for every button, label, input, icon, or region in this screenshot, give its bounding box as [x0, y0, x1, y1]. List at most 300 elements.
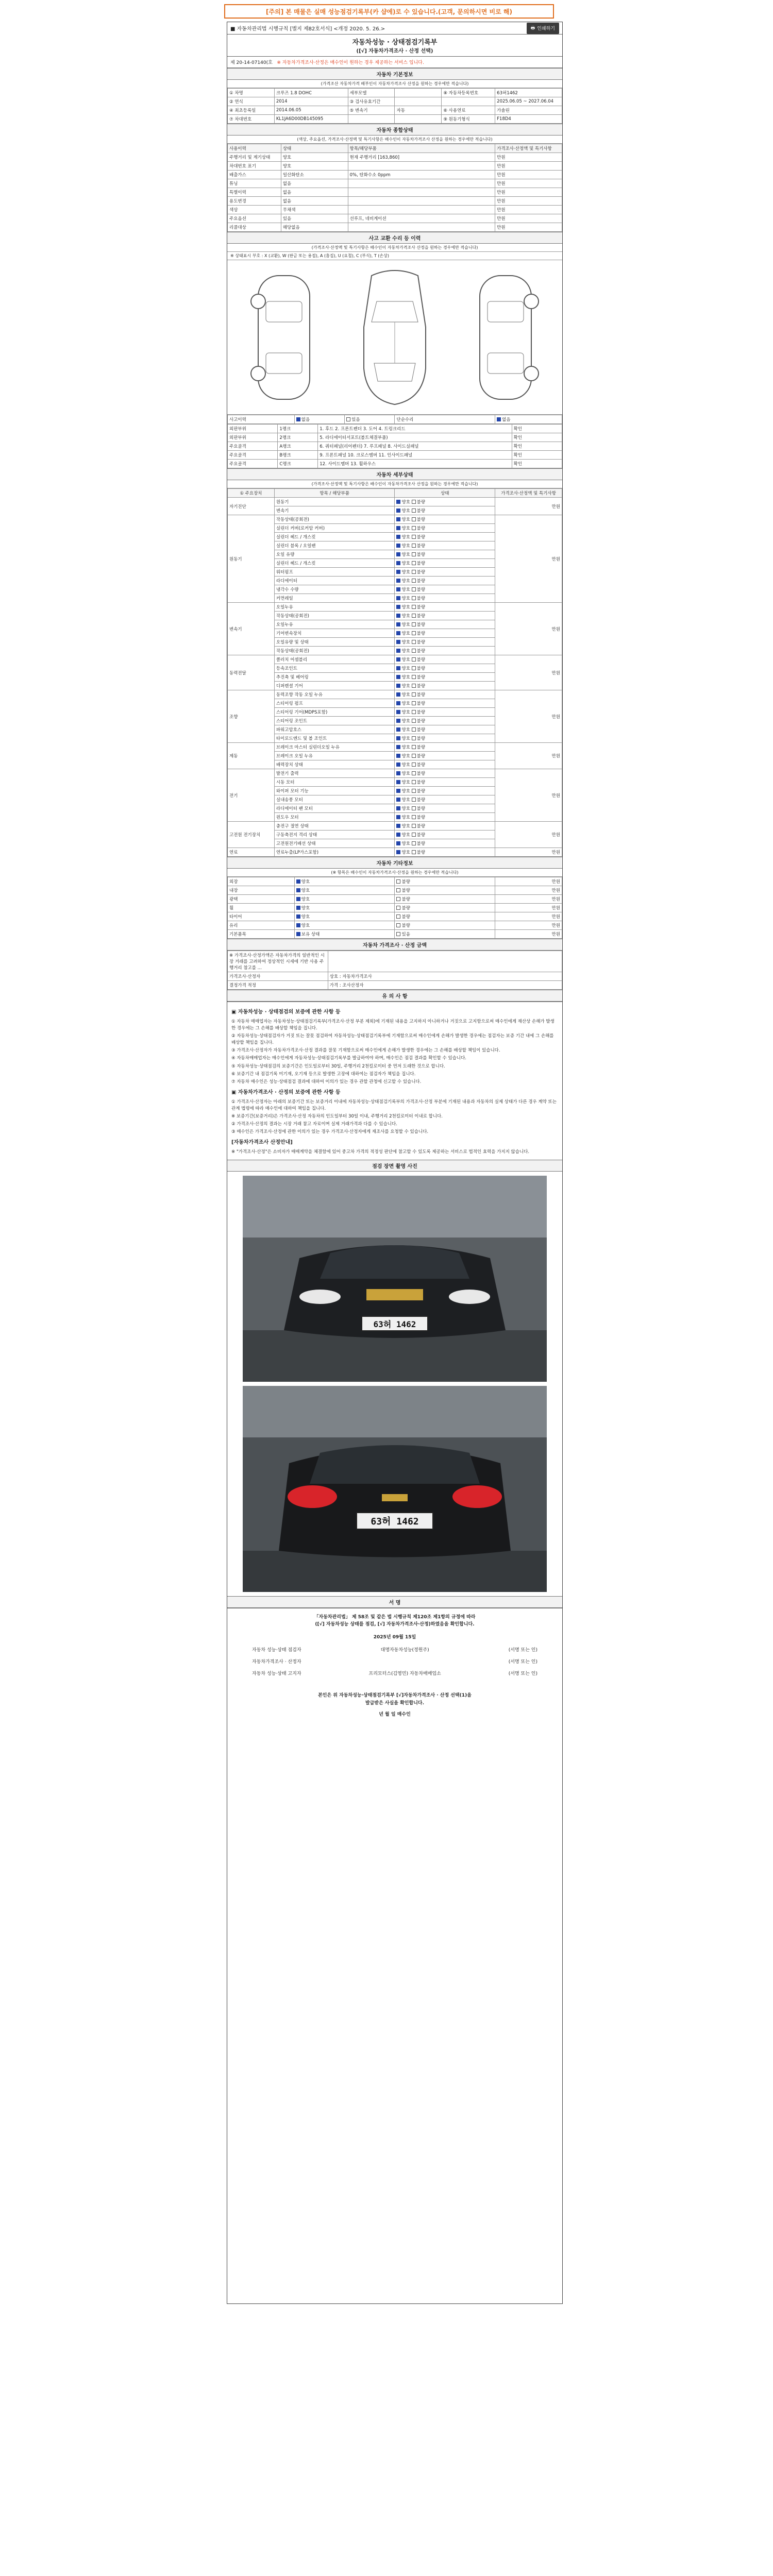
- basic-info-row-cell: ③ 검사유효기간: [348, 97, 395, 106]
- detail-item: 충전구 절연 상태: [274, 822, 395, 831]
- options-price: 만원: [495, 886, 562, 895]
- good-checkbox: [396, 727, 400, 732]
- bad-checkbox: [412, 535, 416, 539]
- options-label: 기본품목: [228, 930, 295, 939]
- status-row-cell: 가격조사·산정액 및 특기사항: [495, 144, 562, 153]
- status-row-cell: 만원: [495, 197, 562, 206]
- accident-part-row-cell: 9. 프론트패널 10. 크로스멤버 11. 인사이드패널: [318, 451, 512, 460]
- basic-info-row-cell: [442, 97, 495, 106]
- detail-status: 양호 불량: [395, 717, 495, 725]
- bad-checkbox: [412, 719, 416, 723]
- detail-price: 만원: [495, 822, 562, 848]
- detail-group: 고전원 전기장치: [228, 822, 275, 848]
- bad-checkbox: [412, 570, 416, 574]
- detail-status: 양호 불량: [395, 533, 495, 541]
- price-table: [227, 951, 562, 990]
- detail-row: [228, 603, 562, 612]
- detail-status: 양호 불량: [395, 585, 495, 594]
- price-row: [228, 972, 562, 981]
- detail-title: 자동차 세부상태: [227, 468, 562, 480]
- basic-info-row-cell: [395, 115, 442, 124]
- detail-status: 양호 불량: [395, 813, 495, 822]
- detail-item: 실린더 블록 / 오일팬: [274, 541, 395, 550]
- detail-row: [228, 498, 562, 506]
- photo-rear: [243, 1386, 547, 1592]
- detail-table: [227, 488, 562, 857]
- detail-status: 양호 불량: [395, 498, 495, 506]
- detail-status: 양호 불량: [395, 524, 495, 533]
- detail-item: 브레이크 오일 누유: [274, 752, 395, 760]
- price-row-cell: [328, 951, 562, 972]
- accident-part-row-cell: 주요골격: [228, 460, 278, 468]
- detail-item: 추진축 및 베어링: [274, 673, 395, 682]
- signature-section: [227, 1608, 562, 1723]
- basic-info-row-cell: ⑦ 차대번호: [228, 115, 275, 124]
- status-row-cell: [348, 188, 495, 197]
- sign-role-cell: 자동차 성능·상태 고지자: [252, 1671, 301, 1677]
- detail-price: 만원: [495, 515, 562, 603]
- status-row-cell: 만원: [495, 153, 562, 162]
- detail-item: 등속조인트: [274, 664, 395, 673]
- detail-row: [228, 743, 562, 752]
- detail-status: 양호 불량: [395, 699, 495, 708]
- options-bad: 있음: [395, 930, 495, 939]
- status-row-cell: 무채색: [281, 206, 348, 214]
- bad-checkbox: [412, 701, 416, 705]
- good-checkbox: [396, 579, 400, 583]
- good-checkbox: [396, 561, 400, 565]
- good-checkbox: [396, 701, 400, 705]
- status-row-cell: 만원: [495, 188, 562, 197]
- detail-status: 양호 불량: [395, 655, 495, 664]
- bad-checkbox: [412, 517, 416, 521]
- detail-item: 디퍼렌셜 기어: [274, 682, 395, 690]
- detail-item: 오일 유량: [274, 550, 395, 559]
- good-checkbox: [396, 719, 400, 723]
- detail-status: 양호 불량: [395, 831, 495, 839]
- bad-checkbox: [412, 605, 416, 609]
- notice-para-3: ※ "가격조사·산정"은 소비자가 매매계약을 체결함에 있어 중고차 가격의 적정성 판단에 참고할 수 있도록 제공하는 서비스로 법적인 효력을 가지지 않습니다.: [231, 1149, 530, 1155]
- status-row-cell: 배출가스: [228, 171, 281, 179]
- accident-part-row-cell: C랭크: [278, 460, 318, 468]
- options-bad: 불량: [395, 921, 495, 930]
- good-checkbox: [396, 587, 400, 591]
- detail-price: 만원: [495, 743, 562, 769]
- good-checkbox: [396, 614, 400, 618]
- accident-title: 사고 교환 수리 등 이력: [227, 232, 562, 244]
- price-row-cell: 상호 : 자동차가격조사: [328, 972, 562, 981]
- status-row: [228, 153, 562, 162]
- basic-info-row-cell: ② 연식: [228, 97, 275, 106]
- detail-item: 시동 모터: [274, 778, 395, 787]
- accident-part-row-cell: 주요골격: [228, 451, 278, 460]
- options-row: [228, 930, 562, 939]
- good-checkbox: [396, 552, 400, 556]
- good-checkbox: [396, 605, 400, 609]
- sign-title: 서 명: [227, 1596, 562, 1608]
- buyer-confirmation: 본인은 위 자동차성능·상태점검기록부 [√]자동차가격조사 · 산정 선택(1)을 발급받은 사실을 확인합니다. 년 월 일 매수인: [318, 1693, 472, 1718]
- detail-group: 동력전달: [228, 655, 275, 690]
- bad-checkbox: [412, 771, 416, 775]
- bad-checkbox: [412, 666, 416, 670]
- detail-row: [228, 848, 562, 857]
- no-accident-checkbox: [296, 417, 300, 421]
- main-title: 자동차성능 · 상태점검기록부: [352, 39, 438, 46]
- accident-summary: 사고이력 없음 있음 단순수리 없음: [227, 415, 562, 424]
- good-checkbox: [396, 692, 400, 697]
- sign-role-cell[interactable]: (서명 또는 인): [508, 1671, 537, 1677]
- notice-paragraph: ③ 가격조사·산정자가 자동차가격조사·산정 결과를 잘못 기재함으로써 매수인에게 손해가 발생한 경우에는 그 손해를 배상할 책임이 있습니다.: [231, 1048, 500, 1054]
- status-row: [228, 197, 562, 206]
- detail-status: 양호 불량: [395, 629, 495, 638]
- detail-item: 커먼레일: [274, 594, 395, 603]
- good-checkbox: [396, 526, 400, 530]
- detail-group: 원동기: [228, 515, 275, 603]
- good-checkbox: [396, 710, 400, 714]
- detail-status: 양호 불량: [395, 568, 495, 577]
- detail-status: 양호 불량: [395, 743, 495, 752]
- status-row-cell: [348, 206, 495, 214]
- good-checkbox: [396, 675, 400, 679]
- detail-price: 만원: [495, 690, 562, 743]
- bad-checkbox: [412, 596, 416, 600]
- good-checkbox: [396, 833, 400, 837]
- detail-item: 발전기 출력: [274, 769, 395, 778]
- status-row: [228, 206, 562, 214]
- detail-status: 양호 불량: [395, 839, 495, 848]
- status-row-cell: 만원: [495, 223, 562, 232]
- sign-role-row: [252, 1670, 537, 1676]
- accident-part-row-cell: B랭크: [278, 451, 318, 460]
- detail-status: 양호 불량: [395, 804, 495, 813]
- good-checkbox: [396, 666, 400, 670]
- options-price: 만원: [495, 904, 562, 912]
- bad-checkbox: [412, 727, 416, 732]
- bad-checkbox: [412, 815, 416, 819]
- good-checkbox: [396, 815, 400, 819]
- detail-row: [228, 690, 562, 699]
- bad-checkbox: [412, 833, 416, 837]
- good-checkbox: [396, 850, 400, 854]
- detail-item: 기어변속장치: [274, 629, 395, 638]
- car-diagram: [227, 260, 562, 415]
- detail-price: 만원: [495, 498, 562, 515]
- detail-status: 양호 불량: [395, 673, 495, 682]
- sign-role-cell: 대명자동차성능(정원주): [380, 1648, 429, 1653]
- options-bad: 불량: [395, 877, 495, 886]
- detail-group: 연료: [228, 848, 275, 857]
- basic-info-row-cell: 2014: [274, 97, 348, 106]
- options-label: 휠: [228, 904, 295, 912]
- detail-group: 조향: [228, 690, 275, 743]
- status-row-cell: 선루프, 네비게이션: [348, 214, 495, 223]
- options-title: 자동차 기타정보: [227, 857, 562, 869]
- detail-item: 와이퍼 모터 기능: [274, 787, 395, 795]
- basic-info-row-cell: 세부모델: [348, 89, 395, 97]
- good-checkbox: [396, 806, 400, 810]
- bad-checkbox: [412, 544, 416, 548]
- detail-item: 라디에이터 팬 모터: [274, 804, 395, 813]
- options-good: 양호: [294, 886, 395, 895]
- detail-item: 고전원전기배선 상태: [274, 839, 395, 848]
- detail-item: 작동상태(공회전): [274, 515, 395, 524]
- detail-status: 양호 불량: [395, 620, 495, 629]
- good-checkbox: [396, 745, 400, 749]
- options-bad: 불량: [395, 886, 495, 895]
- basic-info-row-cell: ⑨ 원동기형식: [442, 115, 495, 124]
- car-front-photo: [243, 1176, 547, 1382]
- bad-checkbox: [412, 579, 416, 583]
- accident-part-row-cell: 1랭크: [278, 425, 318, 433]
- options-good: 보유 상태: [294, 930, 395, 939]
- bad-checkbox: [412, 736, 416, 740]
- detail-header-cell: ① 주요장치: [228, 489, 275, 498]
- accident-part-row-cell: 외판부위: [228, 433, 278, 442]
- bad-checkbox: [412, 824, 416, 828]
- accident-subtitle: (가격조사·산정액 및 특기사항은 배수인이 자동차가격조사 산정을 원하는 경우에만 적습니다): [227, 244, 562, 252]
- status-row-cell: 특별이력: [228, 188, 281, 197]
- detail-status: 양호 불량: [395, 822, 495, 831]
- detail-row: [228, 515, 562, 524]
- bad-checkbox: [412, 798, 416, 802]
- status-row-cell: 용도변경: [228, 197, 281, 206]
- notice-heading-1: ▣ 자동차성능 · 상태점검의 보증에 관한 사항 등: [231, 1009, 341, 1015]
- detail-header-cell: 상태: [395, 489, 495, 498]
- basic-info-row-cell: KL1JA6D00DB145095: [274, 115, 348, 124]
- good-checkbox: [396, 754, 400, 758]
- bad-checkbox: [412, 850, 416, 854]
- status-row-cell: 없음: [281, 197, 348, 206]
- good-checkbox: [396, 771, 400, 775]
- print-button[interactable]: 🖶 인쇄하기: [527, 23, 559, 34]
- good-checkbox: [396, 544, 400, 548]
- good-checkbox: [396, 500, 400, 504]
- car-top-view: [346, 265, 444, 410]
- basic-info-row-cell: ① 차명: [228, 89, 275, 97]
- accident-check-cell: 확인: [512, 451, 562, 460]
- good-checkbox: [396, 824, 400, 828]
- basic-info-row-cell: 2025.06.05 ~ 2027.06.04: [495, 97, 562, 106]
- good-checkbox: [396, 657, 400, 662]
- form-reference: ■ 자동차관리법 시행규칙 [별지 제82호서식] <개정 2020. 5. 26.>: [230, 26, 385, 32]
- good-checkbox: [396, 596, 400, 600]
- options-row: [228, 895, 562, 904]
- accident-part-row: [228, 425, 562, 433]
- status-row: [228, 188, 562, 197]
- accident-part-row-cell: A랭크: [278, 442, 318, 451]
- options-row: [228, 886, 562, 895]
- basic-info-row-cell: ⑧ 자동차등록번호: [442, 89, 495, 97]
- basic-info-row-cell: ④ 최초등록일: [228, 106, 275, 115]
- bad-checkbox: [412, 762, 416, 767]
- detail-item: 원동기: [274, 498, 395, 506]
- sub-title: ([√] 자동차가격조사 · 산정 선택): [356, 48, 433, 54]
- price-row-cell: 가격조사·산정자: [228, 972, 328, 981]
- good-checkbox: [396, 622, 400, 626]
- detail-row: [228, 822, 562, 831]
- accident-part-row-cell: 1. 후드 2. 프론트펜더 3. 도어 4. 트렁크리드: [318, 425, 512, 433]
- status-row: [228, 144, 562, 153]
- status-row-cell: 없음: [281, 179, 348, 188]
- sign-statement: 「자동차관리법」 제 58조 및 같은 법 시행규칙 제120조 제1항의 규정에 따라 ([√] 자동차성능 상태를 점검, [√] 자동차가격조사·산정)하였음을 확인합니다. 2025년 09월 15일: [231, 1614, 558, 1641]
- status-row-cell: 만원: [495, 214, 562, 223]
- options-price: 만원: [495, 930, 562, 939]
- bad-checkbox: [412, 789, 416, 793]
- good-checkbox: [396, 517, 400, 521]
- accident-legend: ※ 상태표시 부호 : X (교환), W (판금 또는 용접), A (흠집), U (요철), C (부식), T (손상): [227, 252, 562, 260]
- detail-status: 양호 불량: [395, 638, 495, 647]
- options-price: 만원: [495, 877, 562, 886]
- price-row-cell: 가격 : 조사산정자: [328, 981, 562, 990]
- status-row-cell: 리콜대상: [228, 223, 281, 232]
- notice-heading-2: ▣ 자동차가격조사 · 산정의 보증에 관한 사항 등: [231, 1090, 341, 1096]
- bad-checkbox: [412, 841, 416, 845]
- photos-title: 점검 장면 촬영 사진: [227, 1160, 562, 1172]
- options-label: 내장: [228, 886, 295, 895]
- good-checkbox: [396, 789, 400, 793]
- status-row: [228, 179, 562, 188]
- detail-item: 클러치 어셈블리: [274, 655, 395, 664]
- sign-role-cell: 자동차 성능·상태 점검자: [252, 1648, 301, 1653]
- accident-part-row-cell: 외판부위: [228, 425, 278, 433]
- detail-status: 양호 불량: [395, 734, 495, 743]
- sign-role-cell[interactable]: (서명 또는 인): [508, 1659, 537, 1665]
- status-row-cell: 해당없음: [281, 223, 348, 232]
- basic-info-table: [227, 88, 562, 124]
- status-row-cell: 색상: [228, 206, 281, 214]
- price-row-cell: 결정가격 적정: [228, 981, 328, 990]
- detail-item: 파워고압호스: [274, 725, 395, 734]
- detail-status: 양호 불량: [395, 506, 495, 515]
- detail-item: 오일유량 및 상태: [274, 638, 395, 647]
- sign-role-cell[interactable]: (서명 또는 인): [508, 1648, 537, 1653]
- basic-info-row-cell: 63허1462: [495, 89, 562, 97]
- accident-part-row-cell: 주요골격: [228, 442, 278, 451]
- notice-paragraph: ③ 매수인은 가격조사·산정에 관한 이의가 있는 경우 가격조사·산정자에게 재조사를 요청할 수 있습니다.: [231, 1129, 429, 1135]
- price-row-cell: ※ 가격조사·산정가액은 자동차가격의 일반적인 시장 거래를 고려하여 정상적인 시세에 기반 사용 주행거리 참고를 ...: [228, 951, 328, 972]
- detail-item: 작동상태(공회전): [274, 647, 395, 655]
- status-row-cell: 상태: [281, 144, 348, 153]
- bad-checkbox: [412, 754, 416, 758]
- options-label: 외장: [228, 877, 295, 886]
- good-checkbox: [396, 570, 400, 574]
- notice-paragraph: ※ 보증기간(보증거리)은 가격조사·산정 자동차의 인도일부터 30일 이내, 주행거리 2천킬로미터 이내로 합니다.: [231, 1113, 443, 1119]
- sign-role-row: [252, 1658, 537, 1665]
- bad-checkbox: [412, 552, 416, 556]
- bad-checkbox: [412, 526, 416, 530]
- basic-info-row-cell: 크루즈 1.8 DOHC: [274, 89, 348, 97]
- status-row-cell: 양호: [281, 162, 348, 171]
- basic-info-row: [228, 97, 562, 106]
- detail-item: 실내송풍 모터: [274, 795, 395, 804]
- basic-info-row-cell: [348, 115, 395, 124]
- options-good: 양호: [294, 877, 395, 886]
- options-label: 광택: [228, 895, 295, 904]
- price-row: [228, 981, 562, 990]
- accident-check-cell: 확인: [512, 442, 562, 451]
- options-good: 양호: [294, 895, 395, 904]
- detail-row: [228, 655, 562, 664]
- detail-header-cell: 가격조사·산정액 및 특기사항: [495, 489, 562, 498]
- photo-front: [243, 1176, 547, 1382]
- front-plate: 63허 1462: [361, 1316, 428, 1331]
- options-good: 양호: [294, 904, 395, 912]
- status-row-cell: 0%, 탄화수소 0ppm: [348, 171, 495, 179]
- bad-checkbox: [412, 631, 416, 635]
- bad-checkbox: [412, 675, 416, 679]
- notice-paragraph: ④ 자동차매매업자는 매수인에게 자동차성능·상태점검기록부를 발급하여야 하며, 매수인은 점검 결과를 확인할 수 있습니다.: [231, 1056, 467, 1061]
- options-bad: 불량: [395, 895, 495, 904]
- basic-info-row-cell: 자동: [395, 106, 442, 115]
- status-row-cell: 튜닝: [228, 179, 281, 188]
- status-row-cell: 주행거리 및 계기상태: [228, 153, 281, 162]
- detail-status: 양호 불량: [395, 769, 495, 778]
- notice-section: [227, 1002, 562, 1160]
- detail-item: 스티어링 조인트: [274, 717, 395, 725]
- status-row-cell: [348, 223, 495, 232]
- basic-info-row-cell: F18D4: [495, 115, 562, 124]
- basic-info-row: [228, 106, 562, 115]
- options-good: 양호: [294, 912, 395, 921]
- accident-part-row: [228, 442, 562, 451]
- options-price: 만원: [495, 912, 562, 921]
- detail-item: 오일누유: [274, 620, 395, 629]
- basic-info-subtitle: (가격조산 자동차가격 배부인이 자동차가격조사 산정을 원하는 경우에만 적습니다): [227, 80, 562, 88]
- options-row: [228, 904, 562, 912]
- detail-subtitle: (가격조사·산정액 및 특기사항은 배수인이 자동차가격조사 산정을 원하는 경우에만 적습니다): [227, 480, 562, 488]
- detail-item: 구동축전지 격리 상태: [274, 831, 395, 839]
- status-table: [227, 144, 562, 232]
- accident-part-row-cell: 12. 사이드멤버 13. 휠하우스: [318, 460, 512, 468]
- notice-paragraph: ① 자동차 매매업자는 자동차성능·상태점검기록부(가격조사·산정 부분 제외)에 기재된 내용을 고지하지 아니하거나 거짓으로 고지함으로써 매수인에게 재산상 손해가 발생한 경우에는 그 손해를 배상할 책임을 집니다.: [231, 1019, 554, 1031]
- basic-info-row: [228, 89, 562, 97]
- detail-status: 양호 불량: [395, 682, 495, 690]
- good-checkbox: [396, 780, 400, 784]
- detail-item: 워터펌프: [274, 568, 395, 577]
- detail-status: 양호 불량: [395, 515, 495, 524]
- detail-price: 만원: [495, 848, 562, 857]
- status-row: [228, 162, 562, 171]
- detail-item: 오일누유: [274, 603, 395, 612]
- good-checkbox: [396, 631, 400, 635]
- options-row: [228, 912, 562, 921]
- notice-paragraph: ① 가격조사·산정자는 아래의 보증기간 또는 보증거리 이내에 자동차성능·상태점검기록부의 가격조사·산정 부분에 기재된 내용과 자동차의 실제 상태가 다른 경우 계약 또는 관계 법령에 따라 매수인에 대하여 책임을 집니다.: [231, 1099, 557, 1111]
- bad-checkbox: [412, 657, 416, 662]
- basic-info-row-cell: ⑤ 변속기: [348, 106, 395, 115]
- status-row-cell: 만원: [495, 171, 562, 179]
- price-row: [228, 951, 562, 972]
- detail-status: 양호 불량: [395, 778, 495, 787]
- accident-part-row-cell: 2랭크: [278, 433, 318, 442]
- meta-line: 제 20-14-07140(호 ※ 자동차가격조사·산정은 매수인이 원하는 경우 제공하는 서비스 입니다.: [227, 57, 562, 68]
- good-checkbox: [396, 684, 400, 688]
- good-checkbox: [396, 509, 400, 513]
- status-row-cell: 차대번호 표기: [228, 162, 281, 171]
- notice-title: 유 의 사 항: [227, 990, 562, 1002]
- detail-item: 동력조향 작동 오일 누유: [274, 690, 395, 699]
- detail-status: 양호 불량: [395, 664, 495, 673]
- detail-item: 스티어링 펌프: [274, 699, 395, 708]
- good-checkbox: [396, 841, 400, 845]
- price-title: 자동차 가격조사 · 산정 금액: [227, 939, 562, 951]
- doc-header: [227, 22, 562, 35]
- detail-status: 양호 불량: [395, 594, 495, 603]
- inspection-document: [227, 22, 563, 2304]
- status-row-cell: 주요옵션: [228, 214, 281, 223]
- detail-item: 라디에이터: [274, 577, 395, 585]
- options-label: 타이어: [228, 912, 295, 921]
- sign-role-cell: 프리모터스(김영민) 자동차매매업소: [368, 1671, 441, 1677]
